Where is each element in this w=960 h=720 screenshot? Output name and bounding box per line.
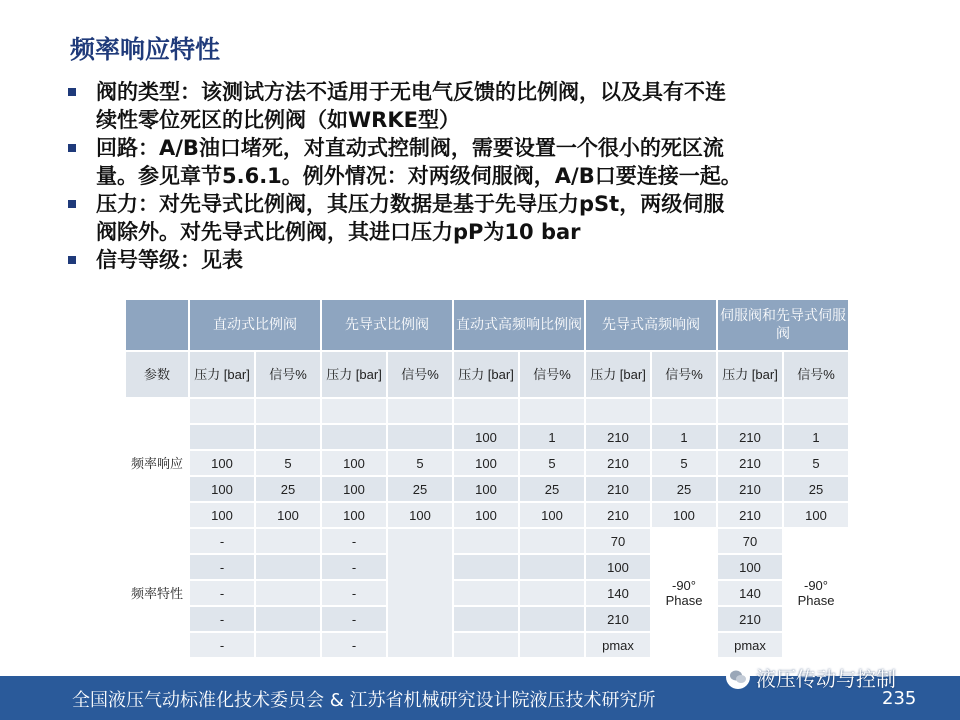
table-cell: 25	[255, 476, 321, 502]
table-cell: 210	[585, 502, 651, 528]
table-cell: -	[189, 606, 255, 632]
table-cell: 100	[519, 502, 585, 528]
phase-cell: -90° Phase	[783, 528, 849, 658]
table-cell	[453, 580, 519, 606]
signal-level-table	[124, 298, 850, 659]
table-cell	[519, 632, 585, 658]
table-cell: 100	[189, 502, 255, 528]
signal-header: 信号%	[519, 351, 585, 398]
table-cell: 5	[255, 450, 321, 476]
table-cell	[255, 606, 321, 632]
table-cell	[387, 528, 453, 658]
table-cell: 25	[651, 476, 717, 502]
bullet-text: 信号等级：见表	[96, 248, 243, 272]
param-header: 参数	[125, 351, 189, 398]
table-cell: 100	[321, 450, 387, 476]
pressure-header: 压力 [bar]	[717, 351, 783, 398]
table-cell: 100	[387, 502, 453, 528]
table-cell	[453, 606, 519, 632]
table-cell	[321, 398, 387, 424]
bullet-item	[66, 190, 926, 246]
brand-watermark	[726, 662, 896, 692]
freq-response-label: 频率响应	[125, 398, 189, 528]
table-cell	[255, 632, 321, 658]
pressure-header: 压力 [bar]	[585, 351, 651, 398]
table-cell: 100	[453, 450, 519, 476]
table-cell	[453, 632, 519, 658]
table-cell	[321, 424, 387, 450]
table-cell: 1	[519, 424, 585, 450]
table-cell: 25	[519, 476, 585, 502]
table-cell: 5	[387, 450, 453, 476]
table-cell: 100	[453, 502, 519, 528]
table-cell: pmax	[585, 632, 651, 658]
bullet-text: 量。参见章节5.6.1。例外情况：对两级伺服阀，A/B口要连接一起。	[96, 164, 742, 188]
table-cell: -	[189, 528, 255, 554]
table-cell: pmax	[717, 632, 783, 658]
table-cell: 100	[585, 554, 651, 580]
table-cell	[255, 528, 321, 554]
table-cell: 100	[189, 476, 255, 502]
group-header: 伺服阀和先导式伺服阀	[717, 299, 849, 351]
table-cell: -	[321, 554, 387, 580]
freq-characteristic-label: 频率特性	[125, 528, 189, 658]
table-cell: 100	[321, 502, 387, 528]
bullet-item	[66, 246, 926, 274]
table-cell	[717, 398, 783, 424]
bullet-square-icon	[68, 88, 76, 96]
table-cell: -	[189, 580, 255, 606]
table-cell: 210	[717, 502, 783, 528]
table-cell: 1	[651, 424, 717, 450]
table-cell: 1	[783, 424, 849, 450]
page-number: 235	[882, 688, 917, 709]
table-cell: -	[189, 554, 255, 580]
pressure-header: 压力 [bar]	[189, 351, 255, 398]
table-cell: 25	[783, 476, 849, 502]
table-cell	[585, 398, 651, 424]
group-header: 先导式高频响阀	[585, 299, 717, 351]
bullet-square-icon	[68, 200, 76, 208]
table-cell	[255, 424, 321, 450]
table-cell	[453, 398, 519, 424]
table-cell: 5	[651, 450, 717, 476]
table-cell	[189, 424, 255, 450]
bullet-item	[66, 134, 926, 190]
table-header-corner	[125, 299, 189, 351]
bullet-text: 阀除外。对先导式比例阀，其进口压力pP为10 bar	[96, 220, 581, 244]
table-cell	[519, 528, 585, 554]
signal-header: 信号%	[255, 351, 321, 398]
bullet-text: 回路：A/B油口堵死，对直动式控制阀，需要设置一个很小的死区流	[96, 136, 724, 160]
table-cell: 210	[585, 606, 651, 632]
table-cell: -	[321, 606, 387, 632]
table-cell	[387, 398, 453, 424]
table-cell: 70	[585, 528, 651, 554]
table-cell	[453, 554, 519, 580]
table-cell: 100	[189, 450, 255, 476]
table-cell: -	[321, 528, 387, 554]
table-cell: 100	[321, 476, 387, 502]
table-cell: 100	[783, 502, 849, 528]
table-cell: 210	[717, 424, 783, 450]
table-cell: 140	[585, 580, 651, 606]
bullet-list	[66, 78, 926, 274]
phase-cell: -90° Phase	[651, 528, 717, 658]
wechat-icon	[726, 665, 750, 689]
slide-title: 频率响应特性	[70, 35, 221, 64]
bullet-square-icon	[68, 256, 76, 264]
table-cell: -	[189, 632, 255, 658]
table-cell: 210	[585, 424, 651, 450]
table-cell	[519, 580, 585, 606]
table-cell: 100	[651, 502, 717, 528]
pressure-header: 压力 [bar]	[453, 351, 519, 398]
table-cell	[519, 606, 585, 632]
brand-text: 液压传动与控制	[756, 666, 896, 691]
table-cell: 70	[717, 528, 783, 554]
bullet-square-icon	[68, 144, 76, 152]
table-cell: 210	[717, 606, 783, 632]
table-cell: 210	[717, 450, 783, 476]
table-cell	[519, 398, 585, 424]
footer-text: 全国液压气动标准化技术委员会 & 江苏省机械研究设计院液压技术研究所	[72, 690, 656, 711]
table-cell	[255, 554, 321, 580]
table-cell	[651, 398, 717, 424]
table-cell: 25	[387, 476, 453, 502]
table-cell: 140	[717, 580, 783, 606]
table-cell: -	[321, 580, 387, 606]
signal-header: 信号%	[783, 351, 849, 398]
table-cell	[255, 580, 321, 606]
table-cell	[189, 398, 255, 424]
table-cell: 100	[717, 554, 783, 580]
table-cell: 210	[585, 476, 651, 502]
table-cell	[453, 528, 519, 554]
table-cell	[519, 554, 585, 580]
signal-header: 信号%	[651, 351, 717, 398]
bullet-text: 续性零位死区的比例阀（如WRKE型）	[96, 108, 460, 132]
group-header: 直动式比例阀	[189, 299, 321, 351]
group-header: 先导式比例阀	[321, 299, 453, 351]
table-cell: 210	[717, 476, 783, 502]
bullet-text: 阀的类型：该测试方法不适用于无电气反馈的比例阀，以及具有不连	[96, 80, 726, 104]
table-cell: 100	[255, 502, 321, 528]
table-cell	[783, 398, 849, 424]
group-header: 直动式高频响比例阀	[453, 299, 585, 351]
signal-header: 信号%	[387, 351, 453, 398]
pressure-header: 压力 [bar]	[321, 351, 387, 398]
table-cell	[387, 424, 453, 450]
table-cell: -	[321, 632, 387, 658]
table-cell: 100	[453, 424, 519, 450]
table-cell: 210	[585, 450, 651, 476]
wechat-icon-glyph	[729, 669, 747, 685]
table-cell	[255, 398, 321, 424]
bullet-item	[66, 78, 926, 134]
table-cell: 5	[519, 450, 585, 476]
table-cell: 5	[783, 450, 849, 476]
table-cell: 100	[453, 476, 519, 502]
bullet-text: 压力：对先导式比例阀，其压力数据是基于先导压力pSt，两级伺服	[96, 192, 725, 216]
